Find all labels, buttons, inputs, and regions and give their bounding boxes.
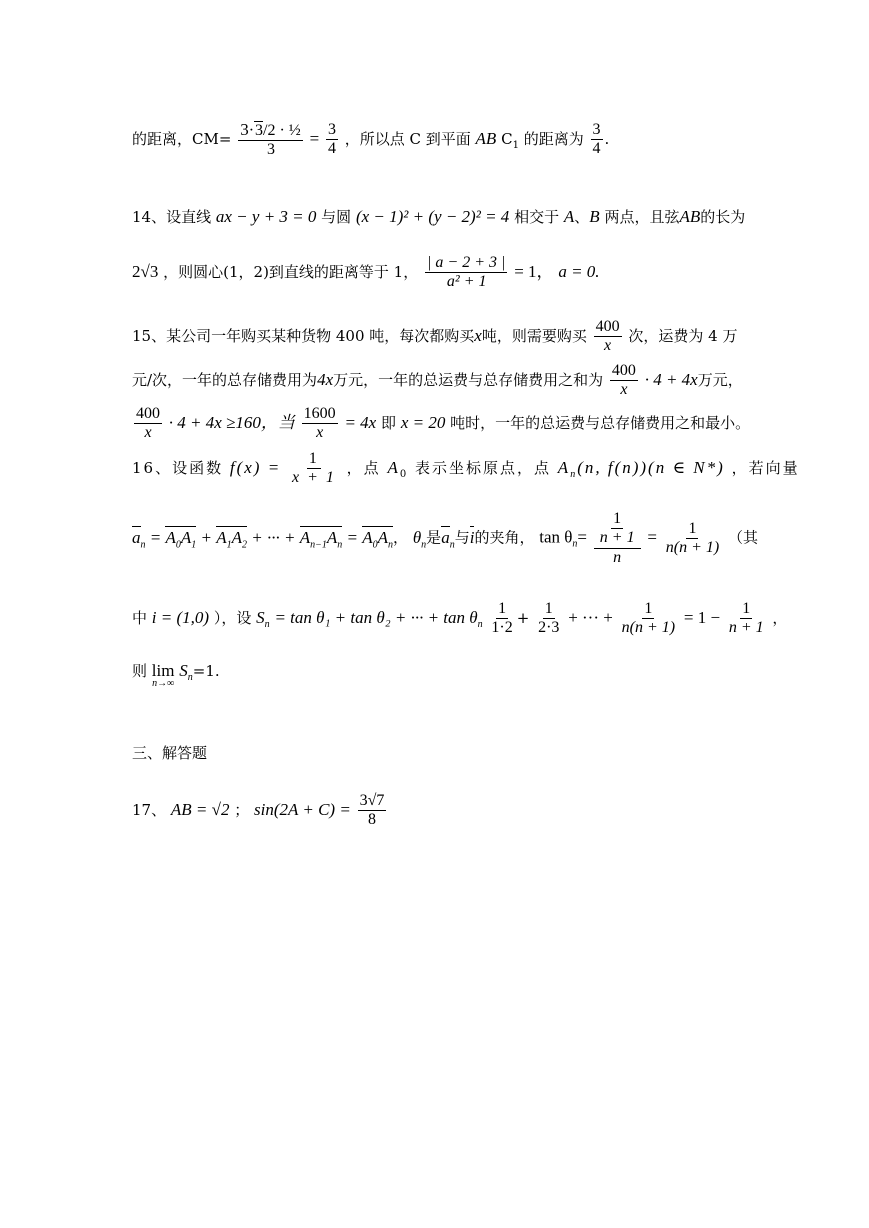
p13-c1: C — [501, 129, 513, 148]
p14-result: a = 0. — [558, 261, 600, 281]
p15-line2: 元/次，一年的总存储费用为4x万元，一年的总运费与总存储费用之和为 $\frac{400}{x}$ · 4 + 4x万元， — [132, 362, 743, 399]
p14-val: 2√3 — [132, 261, 159, 281]
p16-line2: $a_n = A_0A_1 + A_1A_2$ + ··· + $A_{n-1}A_n = A_0A_n$， $\theta_n$是$a_n$与i的夹角， $\tan \theta_n=$ $\frac{\frac{1}{n + 1}}{n}$ = $\frac{1}{n(n + 1)}$ （其 — [132, 510, 758, 566]
p14-point-b: B — [589, 207, 600, 226]
p13-mid: ，所以点 C 到平面 — [344, 129, 471, 148]
p14-cross: 相交于 — [514, 208, 560, 226]
p14-dist: ，则圆心(1，2)到直线的距离等于 1， — [163, 262, 419, 281]
p14-point-a: A — [563, 207, 575, 226]
p14-line1: 14、设直线 ax − y + 3 = 0 与圆 (x − 1)² + (y − 2)² = 4 相交于 A、B 两点，且弦AB的长为 — [132, 207, 746, 226]
p14-line-eq: ax − y + 3 = 0 — [215, 207, 317, 226]
p14-two-points: 两点，且弦 — [604, 208, 680, 226]
p16-line1: 16、设函数 f(x) = $\frac{1}{x + 1}$ ，点 $A_0$ 表示坐标原点，点 $A_n(n$, f(n))(n ∈ N*) ，若向量 — [132, 450, 800, 487]
p14-fraction: $\frac{| a - 2 + 3 |}{\text{a² + 1}}$ — [427, 254, 506, 291]
p15-line3: $\frac{400}{x}$ · 4 + 4x ≥160，当 $\frac{1600}{x}$ = 4x 即 x = 20 吨时，一年的总运费与总存储费用之和最小。 — [136, 405, 751, 442]
cm-fraction: $\frac{\text{3·3/2 · ½}}{3}$ — [240, 120, 301, 159]
p16-line3: 中 i = (1,0) ），设 $S_n = \tan \theta_1 + \tan \theta_2$ + ··· + $\tan \theta_n$ $\frac{1}{1\cdot 2}$ + $\frac{1}{2\cdot 3}$ + ··· + $\frac{1}{n(n + 1)}$ = 1 − $\frac{1}{n + 1}$ ， — [132, 600, 788, 637]
p13-line: 的距离，CM= $\frac{\text{3·3/2 · ½}}{3}$ = $\frac{3}{4}$ ，所以点 C 到平面 AB $C_1$ 的距离为 $\frac{3}{4}$ . — [132, 120, 610, 159]
p17-line: 17、 AB = √2 ； sin(2A + C) = $\frac{3√7}{8}$ — [132, 792, 385, 829]
p15-l1a: 15、某公司一年购买某种货物 400 吨，每次都购买 — [132, 326, 475, 345]
p13-tail: 的距离为 — [523, 129, 584, 148]
p14-label: 14、设直线 — [132, 208, 212, 226]
p14-circle-eq: (x − 1)² + (y − 2)² = 4 — [355, 207, 510, 226]
p15-line1: 15、某公司一年购买某种货物 400 吨，每次都购买x吨，则需要购买 $\frac{400}{x}$ 次，运费为 4 万 — [132, 318, 738, 355]
p14-line2: 2√3 ，则圆心(1，2)到直线的距离等于 1， $\frac{| a - 2 + 3 |}{\text{a² + 1}}$ = 1， a = 0. — [132, 254, 600, 291]
p16-line4: 则 lim n→∞ $S_n=1$. — [132, 661, 220, 689]
section3-title: 三、解答题 — [132, 744, 208, 762]
p14-with-circle: 与圆 — [321, 208, 352, 226]
p13-lead: 的距离，CM= — [132, 129, 232, 148]
p13-ab: AB — [475, 128, 497, 148]
